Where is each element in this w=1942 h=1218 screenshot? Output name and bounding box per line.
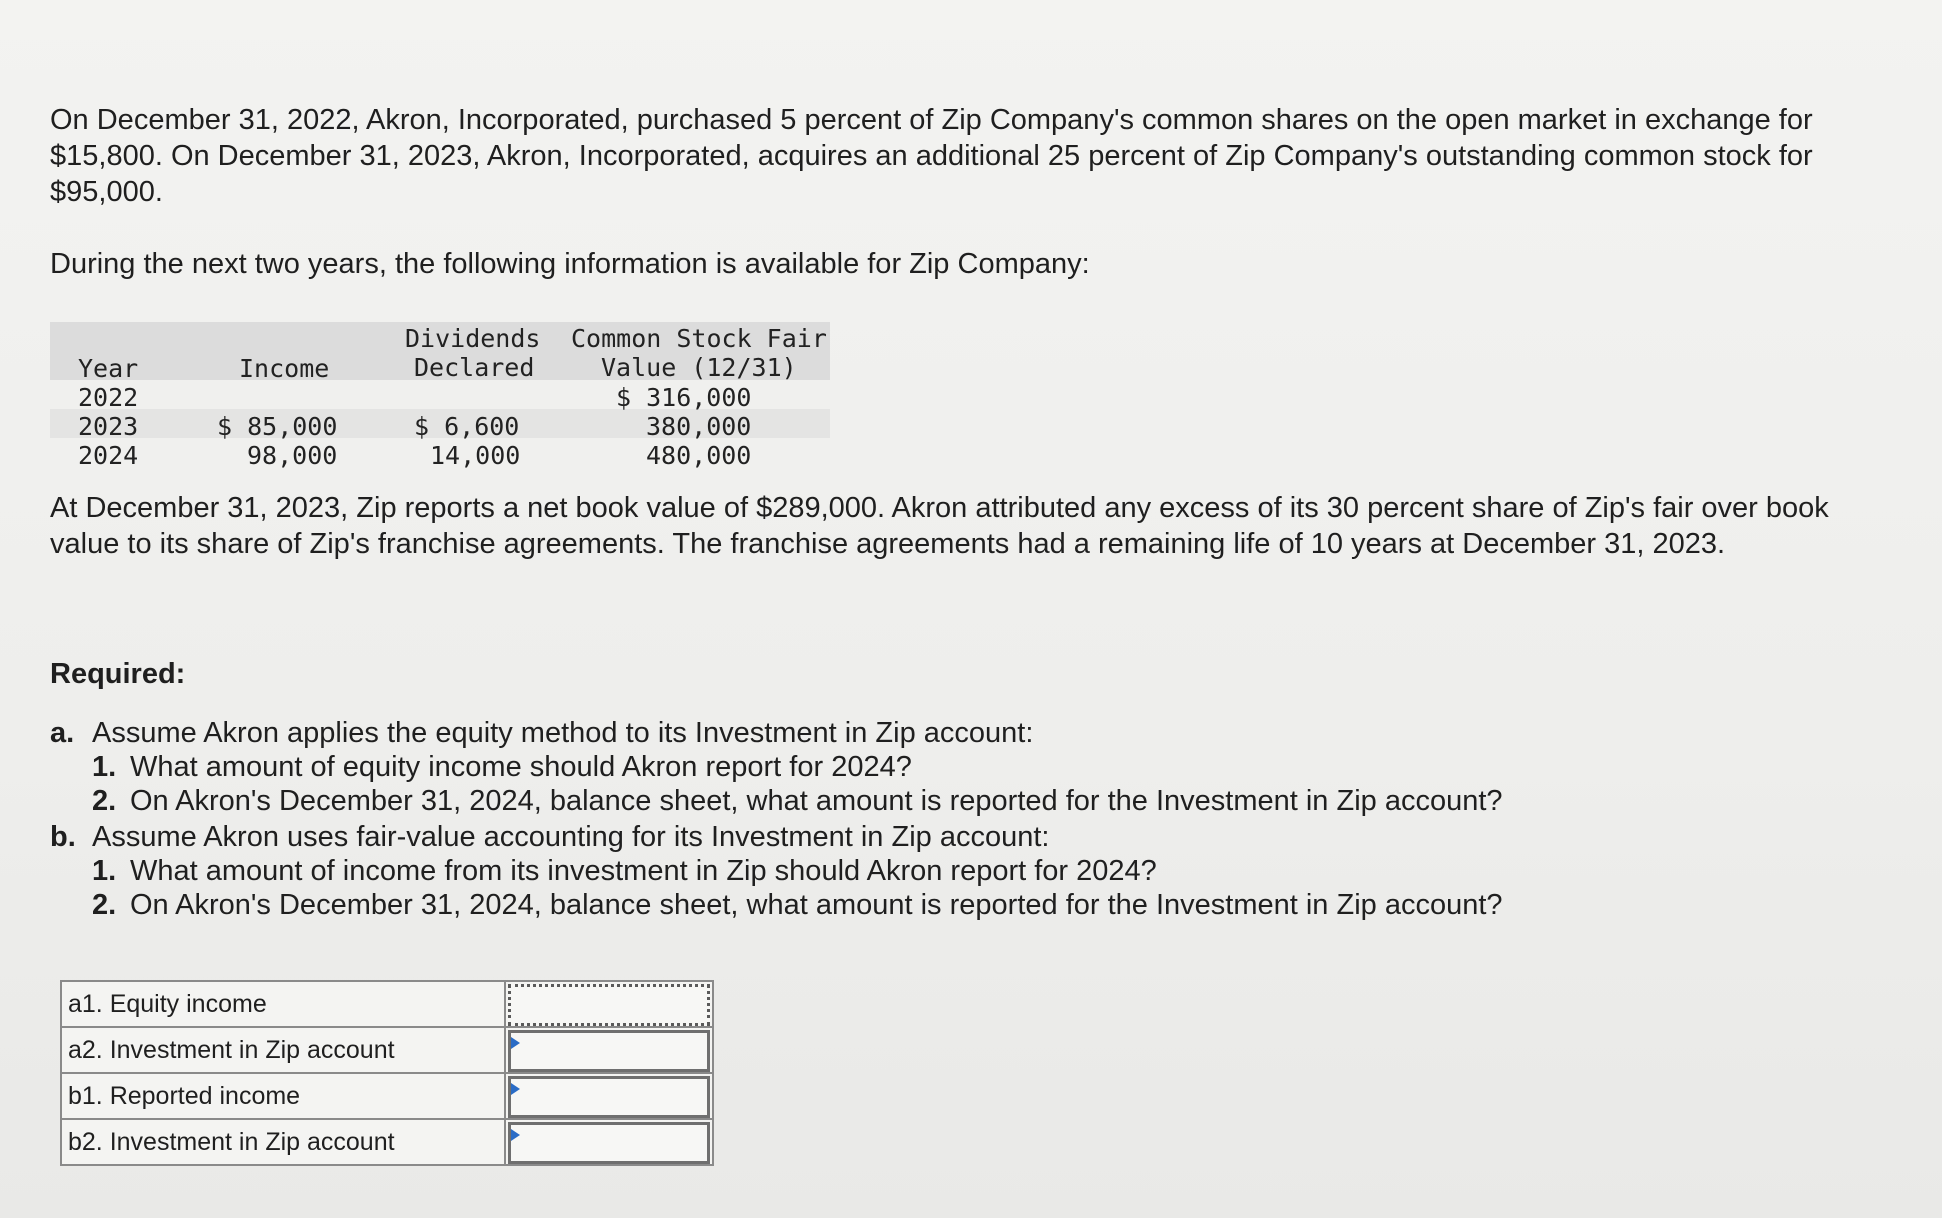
question-a2 xyxy=(92,784,1503,818)
question-text: Assume Akron uses fair-value accounting for its Investment in Zip account: xyxy=(92,821,1050,853)
question-label: 2. xyxy=(92,889,117,921)
table-row-year: 2023 xyxy=(78,412,139,441)
book-value-paragraph: At December 31, 2023, Zip reports a net book value of $289,000. Akron attributed any excess of its 30 percent share of Zip's fair over book value to its share of Zip's franchise agreements. The franchise agreements had a remaining life of 10 years at December 31, 2023. xyxy=(50,492,1829,560)
intro-paragraph: On December 31, 2022, Akron, Incorporated, purchased 5 percent of Zip Company's common shares on the open market in exchange for $15,800. On December 31, 2023, Akron, Incorporated, acquires an additional 25 percent of Zip Company's outstanding common stock for $95,000. xyxy=(50,104,1813,208)
table-row-income: $ 85,000 xyxy=(217,412,338,441)
answer-table xyxy=(60,980,714,1166)
col-header-income: Income xyxy=(239,354,330,383)
col-header-dividends-line1: Dividends xyxy=(405,324,541,353)
lead-in-paragraph: During the next two years, the following information is available for Zip Company: xyxy=(50,248,1090,280)
table-row-dividends: $ 6,600 xyxy=(414,412,520,441)
answer-row-a1 xyxy=(62,982,712,1026)
question-text: Assume Akron applies the equity method to its Investment in Zip account: xyxy=(92,717,1034,749)
input-marker-icon xyxy=(511,1083,520,1095)
answer-label: a1. Equity income xyxy=(62,982,506,1026)
question-text: What amount of equity income should Akron report for 2024? xyxy=(130,751,912,783)
input-marker-icon xyxy=(511,1129,520,1141)
table-row-year: 2024 xyxy=(78,441,139,470)
question-a xyxy=(50,716,1033,750)
table-row-year: 2022 xyxy=(78,383,139,412)
col-header-dividends-line2: Declared xyxy=(414,353,535,382)
question-b xyxy=(50,820,1049,854)
col-header-fair-value-line1: Common Stock Fair xyxy=(571,324,827,353)
equity-income-input[interactable] xyxy=(508,984,710,1026)
question-b2 xyxy=(92,888,1503,922)
question-b1 xyxy=(92,854,1157,888)
table-row-dividends: 14,000 xyxy=(430,441,521,470)
investment-fair-value-input[interactable] xyxy=(508,1122,710,1164)
reported-income-input[interactable] xyxy=(508,1076,710,1118)
question-label: 1. xyxy=(92,855,117,887)
required-heading: Required: xyxy=(50,658,186,690)
question-label: b. xyxy=(50,821,76,853)
question-text: What amount of income from its investment in Zip should Akron report for 2024? xyxy=(130,855,1157,887)
question-label: a. xyxy=(50,717,75,749)
question-text: On Akron's December 31, 2024, balance sheet, what amount is reported for the Investment in Zip account? xyxy=(130,785,1503,817)
table-row-fair-value: 480,000 xyxy=(646,441,752,470)
answer-row-b2 xyxy=(62,1118,712,1164)
answer-label: a2. Investment in Zip account xyxy=(62,1028,506,1072)
question-label: 2. xyxy=(92,785,117,817)
answer-row-b1 xyxy=(62,1072,712,1118)
table-row-fair-value: $ 316,000 xyxy=(616,383,752,412)
answer-row-a2 xyxy=(62,1026,712,1072)
question-text: On Akron's December 31, 2024, balance sheet, what amount is reported for the Investment in Zip account? xyxy=(130,889,1503,921)
table-row-fair-value: 380,000 xyxy=(646,412,752,441)
answer-label: b2. Investment in Zip account xyxy=(62,1120,506,1164)
col-header-year: Year xyxy=(78,354,139,383)
input-marker-icon xyxy=(511,1037,520,1049)
investment-equity-input[interactable] xyxy=(508,1030,710,1072)
answer-label: b1. Reported income xyxy=(62,1074,506,1118)
question-label: 1. xyxy=(92,751,117,783)
table-row-income: 98,000 xyxy=(247,441,338,470)
question-a1 xyxy=(92,750,912,784)
col-header-fair-value-line2: Value (12/31) xyxy=(601,353,797,382)
